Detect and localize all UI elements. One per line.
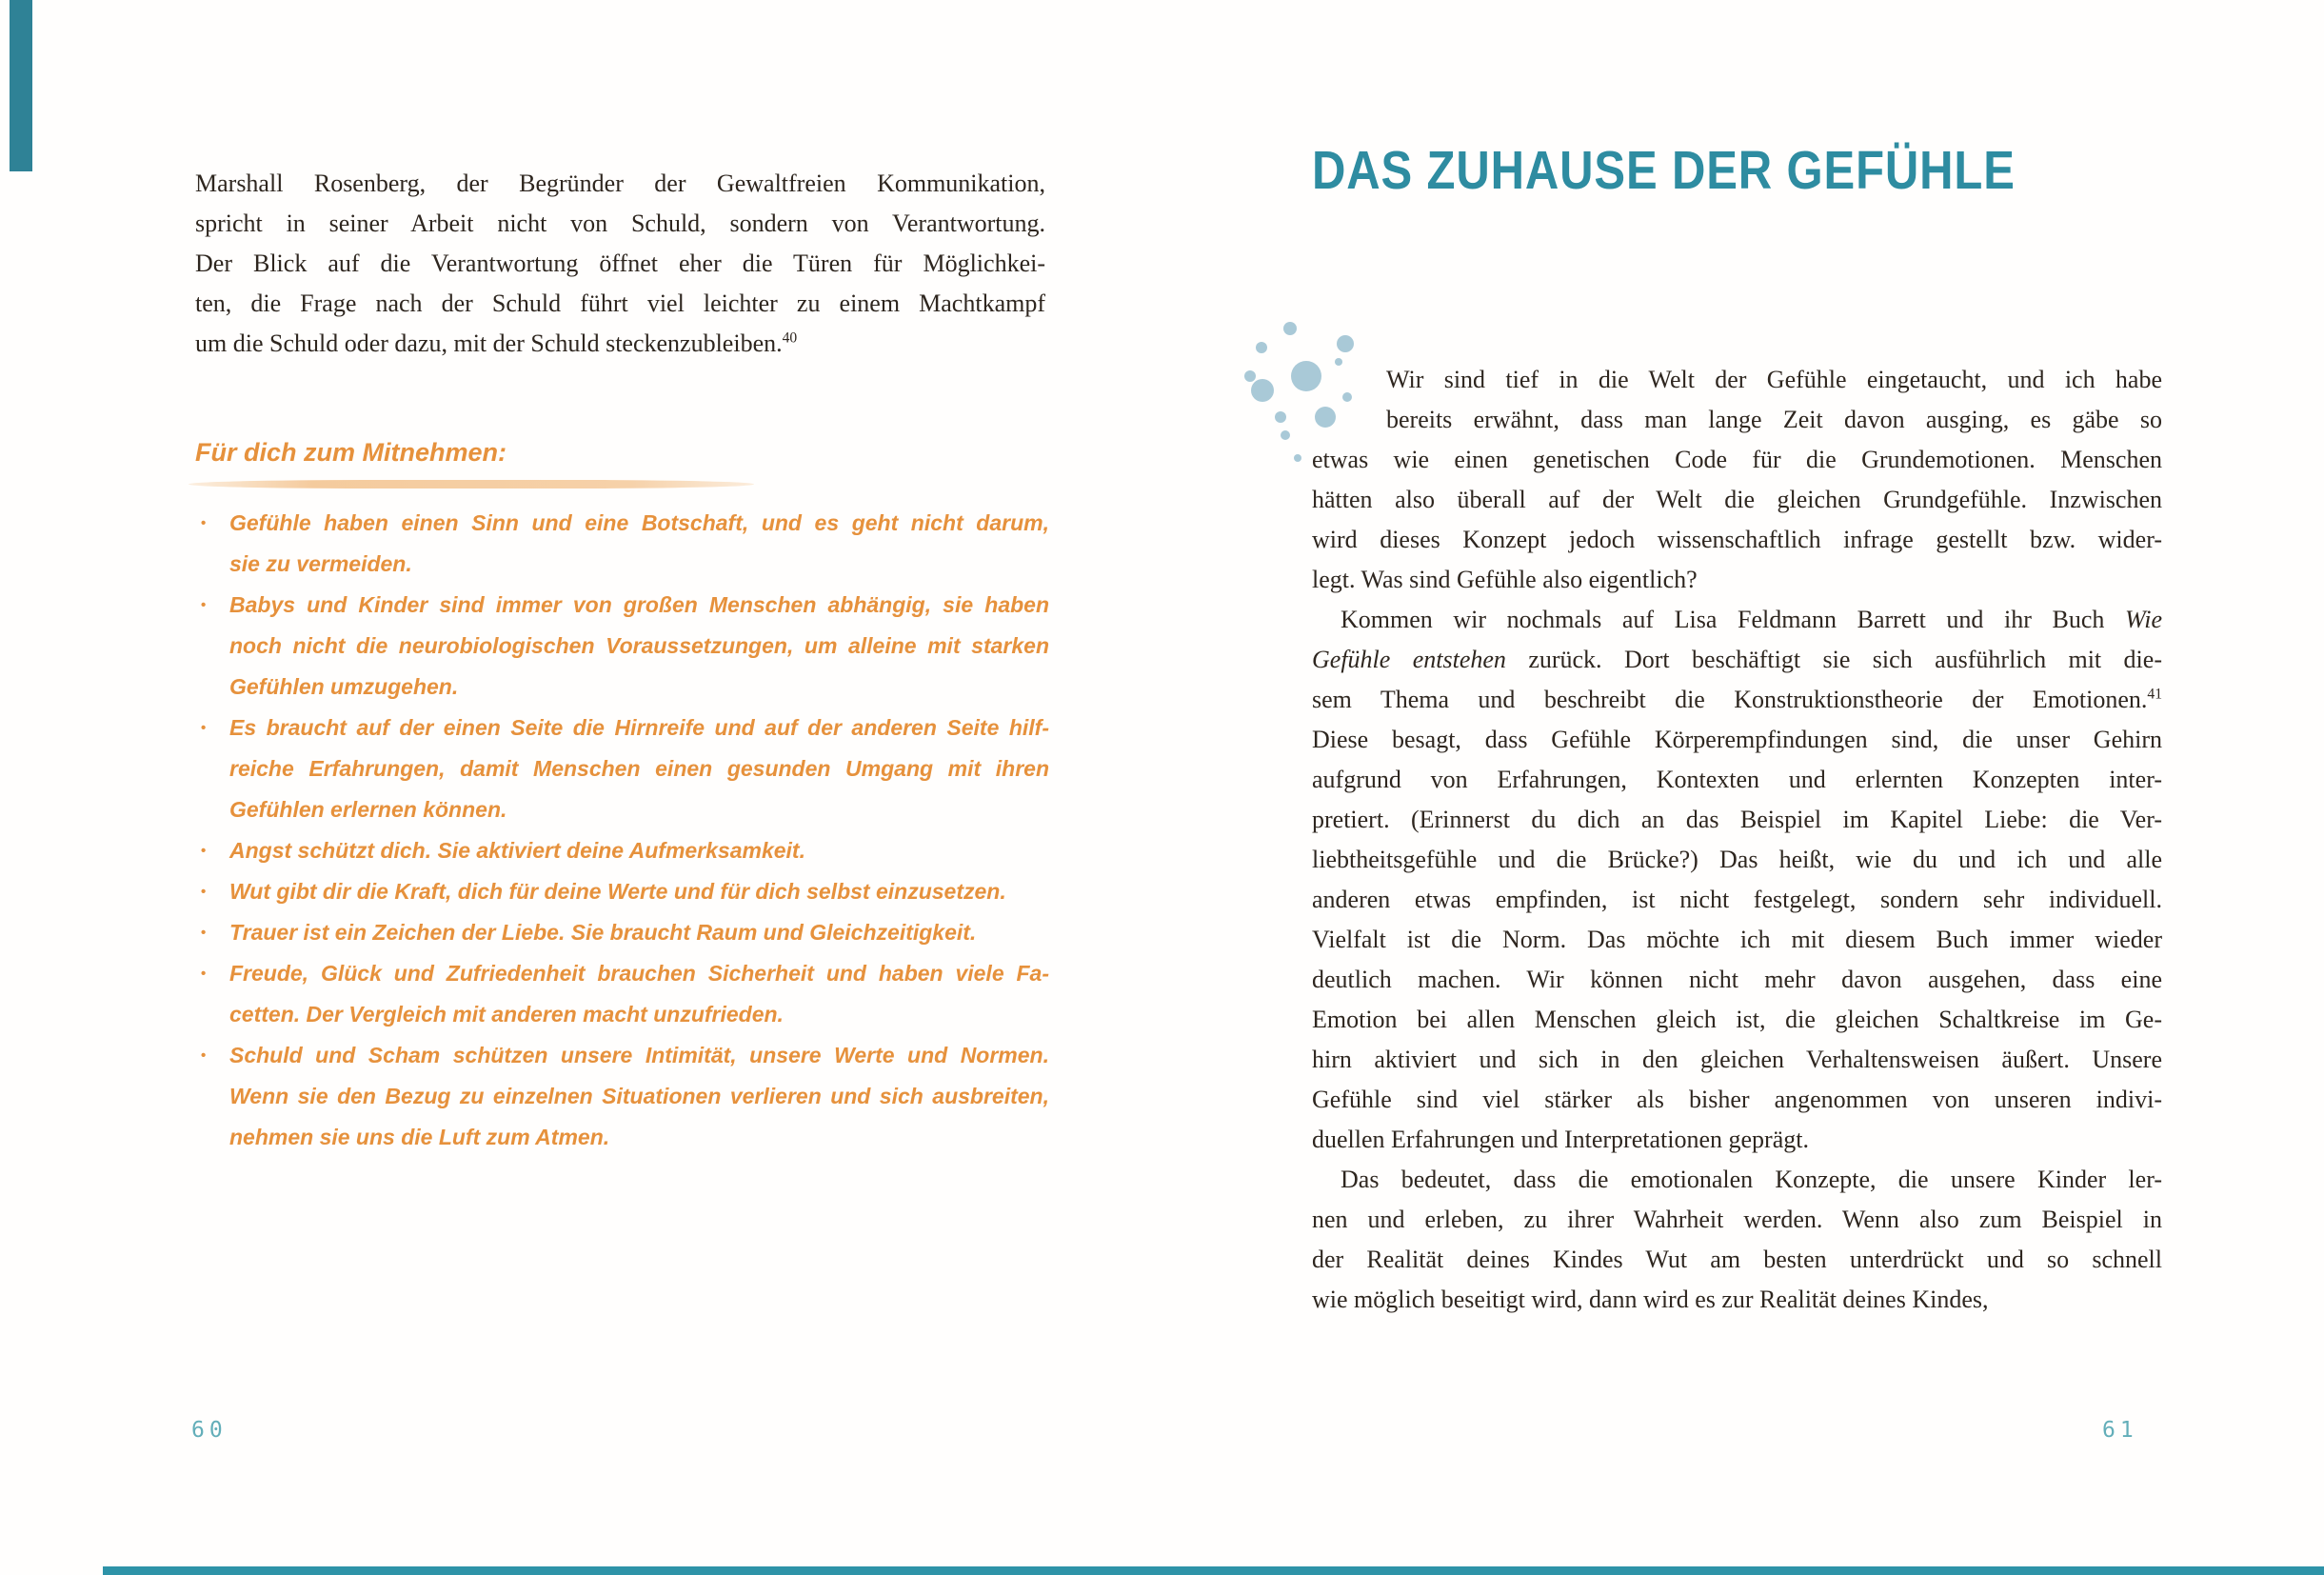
- takeaway-bullet: [195, 953, 1049, 1035]
- text-line: Vielfalt ist die Norm. Das möchte ich mit diesem Buch immer wieder: [1312, 926, 2162, 953]
- text-line: Der Blick auf die Verantwortung öffnet eher die Türen für Möglichkei-: [195, 249, 1045, 277]
- bullet-marker-icon: •: [201, 966, 207, 982]
- text-line: liebtheitsgefühle und die Brücke?) Das heißt, wie du und ich und alle: [1312, 846, 2162, 873]
- text-line: Es braucht auf der einen Seite die Hirnreife und auf der anderen Seite hilf-: [229, 715, 1049, 740]
- bullet-marker-icon: •: [201, 925, 207, 941]
- cover-edge-left: [10, 0, 32, 171]
- text-line: pretiert. (Erinnerst du dich an das Beispiel im Kapitel Liebe: die Ver-: [1312, 806, 2162, 833]
- dot: [1251, 379, 1274, 402]
- text-line: Gefühle entstehen zurück. Dort beschäftigt sie sich ausführlich mit die-: [1312, 646, 2162, 673]
- text-line: Angst schützt dich. Sie aktiviert deine Aufmerksamkeit.: [229, 838, 805, 863]
- text-line: ten, die Frage nach der Schuld führt viel leichter zu einem Machtkampf: [195, 289, 1045, 317]
- marker-underline: [189, 480, 754, 488]
- takeaway-bullet: [195, 708, 1049, 830]
- text-line: hätten also überall auf der Welt die gleichen Grundgefühle. Inzwischen: [1312, 486, 2162, 513]
- page-number-right: 61: [2102, 1418, 2138, 1443]
- text-line: nen und erleben, zu ihrer Wahrheit werden. Wenn also zum Beispiel in: [1312, 1206, 2162, 1233]
- text-line: Schuld und Scham schützen unsere Intimität, unsere Werte und Normen.: [229, 1043, 1049, 1067]
- chapter-title: DAS ZUHAUSE DER GEFÜHLE: [1312, 140, 2016, 201]
- cover-edge-bottom: [103, 1566, 2324, 1575]
- text-line: bereits erwähnt, dass man lange Zeit davon ausging, es gäbe so: [1386, 406, 2162, 433]
- text-line: Freude, Glück und Zufriedenheit brauchen Sicherheit und haben viele Fa-: [229, 961, 1049, 986]
- text-line: Gefühle haben einen Sinn und eine Botschaft, und es geht nicht darum,: [229, 510, 1049, 535]
- takeaway-bullet: [195, 830, 1049, 871]
- text-line: cetten. Der Vergleich mit anderen macht unzufrieden.: [229, 1002, 784, 1027]
- bullet-marker-icon: •: [201, 884, 207, 900]
- bullet-marker-icon: •: [201, 515, 207, 531]
- text-line: Gefühlen umzugehen.: [229, 674, 459, 699]
- body-paragraph: [1312, 600, 2162, 1160]
- text-line: deutlich machen. Wir können nicht mehr davon ausgehen, dass eine: [1312, 966, 2162, 993]
- body-paragraph: [195, 164, 1045, 364]
- dot: [1256, 342, 1267, 353]
- text-line: Gefühlen erlernen können.: [229, 797, 507, 822]
- text-line: reiche Erfahrungen, damit Menschen einen gesunden Umgang mit ihren: [229, 756, 1049, 781]
- text-line: Emotion bei allen Menschen gleich ist, die gleichen Schaltkreise im Ge-: [1312, 1006, 2162, 1033]
- text-line: anderen etwas empfinden, ist nicht festgelegt, sondern sehr individuell.: [1312, 886, 2162, 913]
- text-line: Kommen wir nochmals auf Lisa Feldmann Barrett und ihr Buch Wie: [1341, 606, 2162, 633]
- takeaway-bullet: [195, 585, 1049, 708]
- text-line: Wenn sie den Bezug zu einzelnen Situationen verlieren und sich ausbreiten,: [229, 1084, 1049, 1108]
- text-line: Babys und Kinder sind immer von großen Menschen abhängig, sie haben: [229, 592, 1049, 617]
- text-line: duellen Erfahrungen und Interpretationen geprägt.: [1312, 1126, 1809, 1153]
- text-line: Wut gibt dir die Kraft, dich für deine Werte und für dich selbst einzusetzen.: [229, 879, 1006, 904]
- text-line: Gefühle sind viel stärker als bisher angenommen von unseren indivi-: [1312, 1086, 2162, 1113]
- text-line: nehmen sie uns die Luft zum Atmen.: [229, 1125, 610, 1149]
- dot: [1294, 454, 1301, 462]
- text-line: Trauer ist ein Zeichen der Liebe. Sie braucht Raum und Gleichzeitigkeit.: [229, 920, 977, 945]
- text-line: spricht in seiner Arbeit nicht von Schuld, sondern von Verantwortung.: [195, 209, 1045, 237]
- text-line: Marshall Rosenberg, der Begründer der Gewaltfreien Kommunikation,: [195, 169, 1045, 197]
- takeaway-heading: Für dich zum Mitnehmen:: [195, 438, 507, 467]
- takeaway-bullet: [195, 871, 1049, 912]
- dot: [1244, 370, 1256, 382]
- body-paragraph: [1312, 1160, 2162, 1320]
- text-line: aufgrund von Erfahrungen, Kontexten und erlernten Konzepten inter-: [1312, 766, 2162, 793]
- page-number-left: 60: [191, 1418, 228, 1443]
- text-line: um die Schuld oder dazu, mit der Schuld steckenzubleiben.$^{40}$: [195, 329, 798, 357]
- takeaway-bullet: [195, 912, 1049, 953]
- text-line: Diese besagt, dass Gefühle Körperempfindungen sind, die unser Gehirn: [1312, 726, 2162, 753]
- text-line: noch nicht die neurobiologischen Voraussetzungen, um alleine mit starken: [229, 633, 1049, 658]
- dot: [1337, 335, 1354, 352]
- bullet-marker-icon: •: [201, 597, 207, 613]
- dot: [1275, 411, 1286, 423]
- body-paragraph: [1312, 360, 2162, 600]
- takeaway-bullet: [195, 503, 1049, 585]
- text-line: legt. Was sind Gefühle also eigentlich?: [1312, 566, 1698, 593]
- text-line: sie zu vermeiden.: [229, 551, 412, 576]
- bullet-marker-icon: •: [201, 1047, 207, 1064]
- text-line: Das bedeutet, dass die emotionalen Konzepte, die unsere Kinder ler-: [1341, 1166, 2162, 1193]
- text-line: etwas wie einen genetischen Code für die Grundemotionen. Menschen: [1312, 446, 2162, 473]
- text-line: wird dieses Konzept jedoch wissenschaftlich infrage gestellt bzw. wider-: [1312, 526, 2162, 553]
- bullet-marker-icon: •: [201, 843, 207, 859]
- takeaway-bullet: [195, 1035, 1049, 1158]
- dot: [1281, 430, 1290, 440]
- text-line: wie möglich beseitigt wird, dann wird es zur Realität deines Kindes,: [1312, 1286, 1989, 1313]
- text-line: Wir sind tief in die Welt der Gefühle eingetaucht, und ich habe: [1386, 366, 2162, 393]
- text-line: hirn aktiviert und sich in den gleichen Verhaltensweisen äußert. Unsere: [1312, 1046, 2162, 1073]
- dot: [1283, 322, 1297, 335]
- bullet-marker-icon: •: [201, 720, 207, 736]
- text-line: der Realität deines Kindes Wut am besten unterdrückt und so schnell: [1312, 1246, 2162, 1273]
- takeaway-list: [195, 503, 1049, 1158]
- text-line: sem Thema und beschreibt die Konstruktionstheorie der Emotionen.$^{41}$: [1312, 686, 2162, 713]
